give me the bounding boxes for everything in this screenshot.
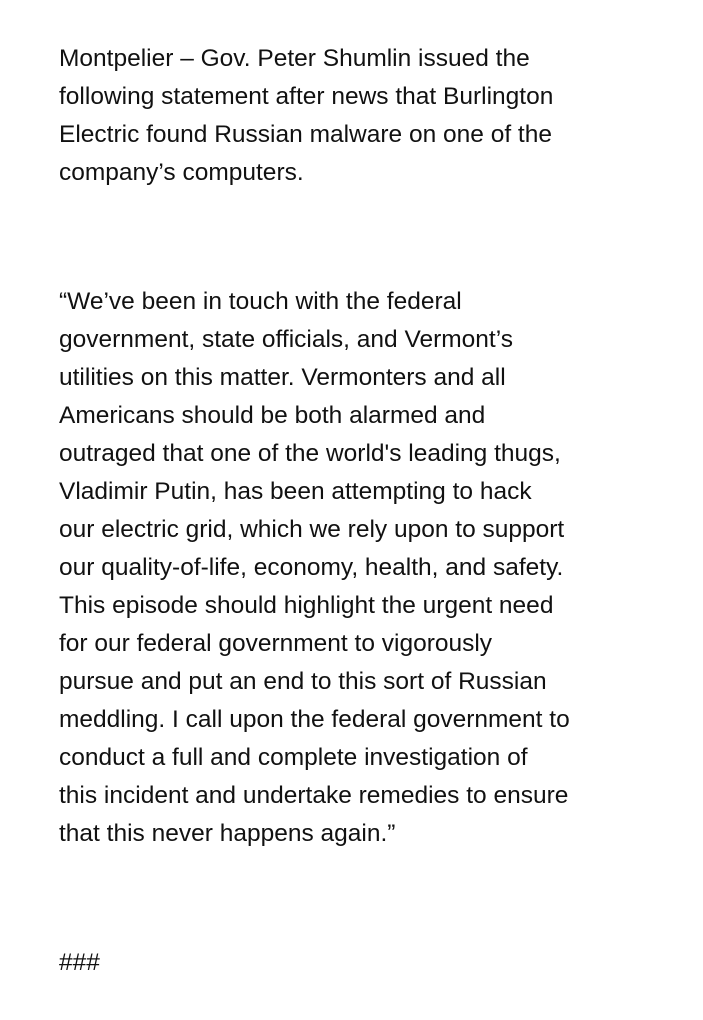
quote-line: government, state officials, and Vermont’s bbox=[59, 326, 513, 353]
quote-line: our quality-of-life, economy, health, and safety. bbox=[59, 554, 564, 581]
quote-line: our electric grid, which we rely upon to support bbox=[59, 516, 565, 543]
intro-line: company’s computers. bbox=[59, 159, 304, 186]
quote-line: conduct a full and complete investigation of bbox=[59, 744, 528, 771]
intro-line: Electric found Russian malware on one of the bbox=[59, 121, 552, 148]
quote-line: outraged that one of the world's leading thugs, bbox=[59, 440, 561, 467]
quote-line: This episode should highlight the urgent need bbox=[59, 592, 554, 619]
quote-line: utilities on this matter. Vermonters and all bbox=[59, 364, 506, 391]
quote-line: meddling. I call upon the federal government to bbox=[59, 706, 570, 733]
quote-line: Vladimir Putin, has been attempting to hack bbox=[59, 478, 532, 505]
quote-line: “We’ve been in touch with the federal bbox=[59, 288, 462, 315]
quote-line: that this never happens again.” bbox=[59, 820, 396, 847]
quote-line: Americans should be both alarmed and bbox=[59, 402, 486, 429]
intro-line: Montpelier – Gov. Peter Shumlin issued the bbox=[59, 45, 530, 72]
intro-line: following statement after news that Burlington bbox=[59, 83, 554, 110]
quote-line: this incident and undertake remedies to ensure bbox=[59, 782, 569, 809]
end-mark: ### bbox=[59, 949, 100, 976]
quote-line: pursue and put an end to this sort of Russian bbox=[59, 668, 547, 695]
quote-line: for our federal government to vigorously bbox=[59, 630, 493, 657]
